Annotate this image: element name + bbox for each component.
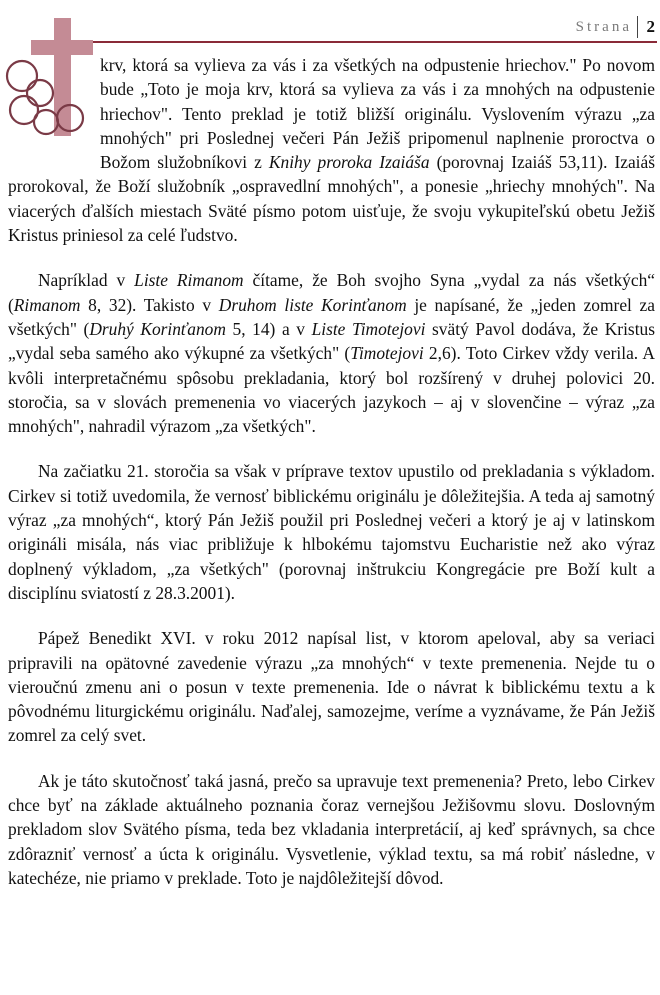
text-run: Ak je táto skutočnosť taká jasná, prečo sa upravuje text premenenia? Preto, lebo Cirkev chce byť na základe aktuálneho poznania čoraz vernejšou Ježišovmu slovu. Doslovným prekladom slov Svätého písma, teda bez vkladania interpretácií, aj keď správnych, sa chce zdôrazniť vernosť a úcta k originálu. Vysvetlenie, výklad textu, sa má robiť následne, v katechéze, nie priamo v preklade. Toto je najdôležitejší dôvod. <box>8 770 655 888</box>
italic-text: Druhom liste Korinťanom <box>218 294 407 315</box>
paragraph <box>8 53 655 247</box>
paragraph <box>8 268 655 438</box>
text-run: Na začiatku 21. storočia sa však v príprave textov upustilo od prekladania s výkladom. Cirkev si totiž uvedomila, že vernosť biblickému originálu je dôležitejšia. A teda aj samotný výraz „za mnohých“, ktorý Pán Ježiš použil pri Poslednej večeri a ktorý je aj v latinskom origináli misála, nás viac približuje k hlbokému tajomstvu Eucharistie než ako výraz doplnený výkladom, „za všetkých" (porovnaj inštrukciu Kongregácie pre Boží kult a disciplínu sviatostí z 28.3.2001). <box>8 461 655 603</box>
text-run: krv, ktorá sa vylieva za vás i za všetkých na odpustenie hriechov." Po novom bude „Toto je moja krv, ktorá sa vylieva za vás i za mnohých na odpustenie hriechov". Tento preklad je totiž bližší originálu. Vyslovením výrazu „za mnohých" pri Poslednej večeri Pán Ježiš pripomenul naplnenie proroctva o Božom služobníkovi z <box>100 55 655 173</box>
italic-text: Timotejovi <box>350 343 424 364</box>
logo-spacer <box>8 51 100 171</box>
text-run: 5, 14) a v <box>225 318 312 339</box>
italic-text: Rimanom <box>13 294 81 315</box>
page-number: 2 <box>646 17 655 36</box>
text-run: Pápež Benedikt XVI. v roku 2012 napísal list, v ktorom apeloval, aby sa veriaci pripravili na opätovné zavedenie výrazu „za mnohých“ v texte premenenia. Nejde tu o vieroučnú zmenu ani o posun v texte premenenia. Ide o návrat k biblickému textu a k pôvodnému liturgickému originálu. Naďalej, samozejme, veríme a vyznávame, že Pán Ježiš zomrel za celý svet. <box>8 628 655 746</box>
paragraph-content <box>8 270 655 436</box>
paragraph-content <box>8 771 655 888</box>
paragraph <box>8 769 655 890</box>
text-run: je napísané, že „jeden zomrel za všetkých" ( <box>8 294 655 339</box>
paragraph-content <box>8 55 655 245</box>
text-run: Napríklad v <box>38 270 135 291</box>
text-run: 8, 32). Takisto v <box>80 294 219 315</box>
text-run: (porovnaj Izaiáš 53,11). Izaiáš prorokoval, že Boží služobník „ospravedlní mnohých", a ponesie „hriechy mnohých". Na viacerých ďalších miestach Sväté písmo potom uisťuje, že svoju vykupiteľskú obetu Ježiš Kristus priniesol za celé ľudstvo. <box>8 152 655 246</box>
paragraph-content <box>8 461 655 602</box>
header-label: Strana <box>575 19 632 35</box>
text-run: svätý Pavol dodáva, že Kristus „vydal seba samého ako výkupné za všetkých" ( <box>8 318 655 364</box>
italic-text: Knihy proroka Izaiáša <box>268 152 430 173</box>
paragraph <box>8 459 655 605</box>
text-run: 2,6). Toto Cirkev vždy verila. A kvôli interpretačnému spôsobu prekladania, ktorý bol rozšírený v druhej polovici 20. storočia, sa v slovách premenenia vo viacerých jazykoch – aj v slovenčine – výraz „za mnohých", nahradil výrazom „za všetkých". <box>8 343 655 437</box>
italic-text: Liste Rimanom <box>134 270 244 291</box>
italic-text: Druhý Korinťanom <box>89 318 226 339</box>
italic-text: Liste Timotejovi <box>311 318 426 339</box>
paragraph <box>8 626 655 747</box>
article-body <box>8 53 655 911</box>
header-rule <box>92 41 657 43</box>
header-separator <box>637 16 638 38</box>
paragraph-content <box>8 628 655 745</box>
text-run: čítame, že Boh svojho Syna „vydal za nás všetkých“ ( <box>8 270 655 315</box>
